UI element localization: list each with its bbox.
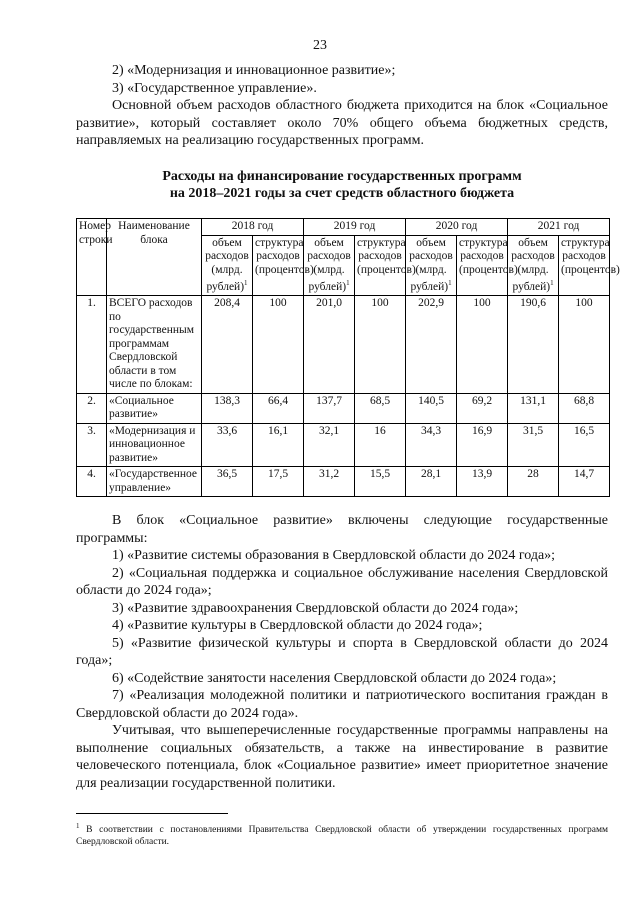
cell-value: 16,5 [559, 423, 610, 467]
program-item-2: 2) «Социальная поддержка и социальное обслуживание населения Свердловской области до 2024 года»; [76, 565, 608, 598]
cell-value: 190,6 [508, 296, 559, 394]
row-number: 4. [77, 467, 107, 497]
programs-intro: В блок «Социальное развитие» включены следующие государственные программы: [76, 513, 608, 546]
subheader-volume: объем расходов (млрд. рублей)$^1$ [202, 235, 253, 296]
program-item-4: 4) «Развитие культуры в Свердловской области до 2024 года»; [112, 618, 483, 633]
header-year-2019: 2019 год [304, 219, 406, 236]
cell-value: 138,3 [202, 393, 253, 423]
program-item-1: 1) «Развитие системы образования в Свердловской области до 2024 года»; [112, 548, 556, 563]
subheader-volume: объем расходов (млрд. рублей)$^1$ [304, 235, 355, 296]
conclusion-paragraph: Учитывая, что вышеперечисленные государственные программы направлены на выполнение социальных обязательств, а также на инвестирование в развитие человеческого потенциала, блок «Социальное развитие» имеет приоритетное значение для реализации государственной политики. [76, 723, 608, 791]
cell-value: 137,7 [304, 393, 355, 423]
program-item-5: 5) «Развитие физической культуры и спорта в Свердловской области до 2024 года»; [76, 635, 608, 668]
header-year-2021: 2021 год [508, 219, 610, 236]
cell-value: 69,2 [457, 393, 508, 423]
table-row [77, 467, 610, 497]
table-title-line-1: Расходы на финансирование государственных программ [162, 169, 522, 184]
program-item-3: 3) «Развитие здравоохранения Свердловской области до 2024 года»; [112, 600, 519, 616]
page-number: 23 [313, 38, 327, 53]
cell-value: 31,2 [304, 467, 355, 497]
subheader-volume: объем расходов (млрд. рублей)$^1$ [508, 235, 559, 296]
header-year-2020: 2020 год [406, 219, 508, 236]
table-title [76, 168, 608, 202]
cell-value: 16,9 [457, 423, 508, 467]
table-row [77, 393, 610, 423]
header-row-number: Номер строки [77, 219, 107, 296]
intro-section [76, 62, 608, 150]
cell-value: 68,8 [559, 393, 610, 423]
table-title-line-2: на 2018–2021 годы за счет средств областного бюджета [169, 186, 515, 201]
intro-item-3: 3) «Государственное управление». [112, 80, 317, 96]
cell-value: 201,0 [304, 296, 355, 394]
table-row [77, 423, 610, 467]
footnote-text: В соответствии с постановлениями Правительства Свердловской области об утверждении государственных программ Свердловской области. [76, 825, 608, 848]
cell-value: 14,7 [559, 467, 610, 497]
row-number: 3. [77, 423, 107, 467]
subheader-structure: структура расходов (процентов) [355, 235, 406, 296]
intro-item-2: 2) «Модернизация и инновационное развитие»; [112, 63, 396, 78]
row-name: «Государственное управление» [107, 467, 202, 497]
cell-value: 32,1 [304, 423, 355, 467]
cell-value: 68,5 [355, 393, 406, 423]
cell-value: 34,3 [406, 423, 457, 467]
cell-value: 131,1 [508, 393, 559, 423]
cell-value: 140,5 [406, 393, 457, 423]
row-name: «Модернизация и инновационное развитие» [107, 423, 202, 467]
cell-value: 15,5 [355, 467, 406, 497]
cell-value: 100 [559, 296, 610, 394]
cell-value: 66,4 [253, 393, 304, 423]
subheader-structure: структура расходов (процентов) [457, 235, 508, 296]
row-number: 1. [77, 296, 107, 394]
cell-value: 28,1 [406, 467, 457, 497]
footnote-mark: 1 [76, 822, 80, 830]
cell-value: 208,4 [202, 296, 253, 394]
cell-value: 100 [253, 296, 304, 394]
footnote [76, 820, 608, 848]
cell-value: 28 [508, 467, 559, 497]
program-item-7: 7) «Реализация молодежной политики и патриотического воспитания граждан в Свердловской области до 2024 года». [76, 688, 608, 721]
cell-value: 31,5 [508, 423, 559, 467]
intro-paragraph: Основной объем расходов областного бюджета приходится на блок «Социальное развитие», который составляет около 70% общего объема бюджетных средств, направляемых на реализацию государственных программ. [76, 98, 608, 148]
cell-value: 16 [355, 423, 406, 467]
header-block-name: Наименование блока [107, 219, 202, 296]
program-item-6: 6) «Содействие занятости населения Свердловской области до 2024 года»; [112, 670, 557, 686]
row-name: ВСЕГО расходов по государственным программам Свердловской области в том числе по блокам: [107, 296, 202, 394]
row-name: «Социальное развитие» [107, 393, 202, 423]
cell-value: 36,5 [202, 467, 253, 497]
cell-value: 100 [355, 296, 406, 394]
cell-value: 17,5 [253, 467, 304, 497]
subheader-volume: объем расходов (млрд. рублей)$^1$ [406, 235, 457, 296]
header-year-2018: 2018 год [202, 219, 304, 236]
subheader-structure: структура расходов (процентов) [559, 235, 610, 296]
cell-value: 202,9 [406, 296, 457, 394]
row-number: 2. [77, 393, 107, 423]
cell-value: 13,9 [457, 467, 508, 497]
cell-value: 16,1 [253, 423, 304, 467]
cell-value: 33,6 [202, 423, 253, 467]
footnote-divider [76, 813, 228, 814]
cell-value: 100 [457, 296, 508, 394]
table-row [77, 296, 610, 394]
programs-section [76, 512, 608, 792]
subheader-structure: структура расходов (процентов) [253, 235, 304, 296]
budget-table [76, 218, 620, 497]
